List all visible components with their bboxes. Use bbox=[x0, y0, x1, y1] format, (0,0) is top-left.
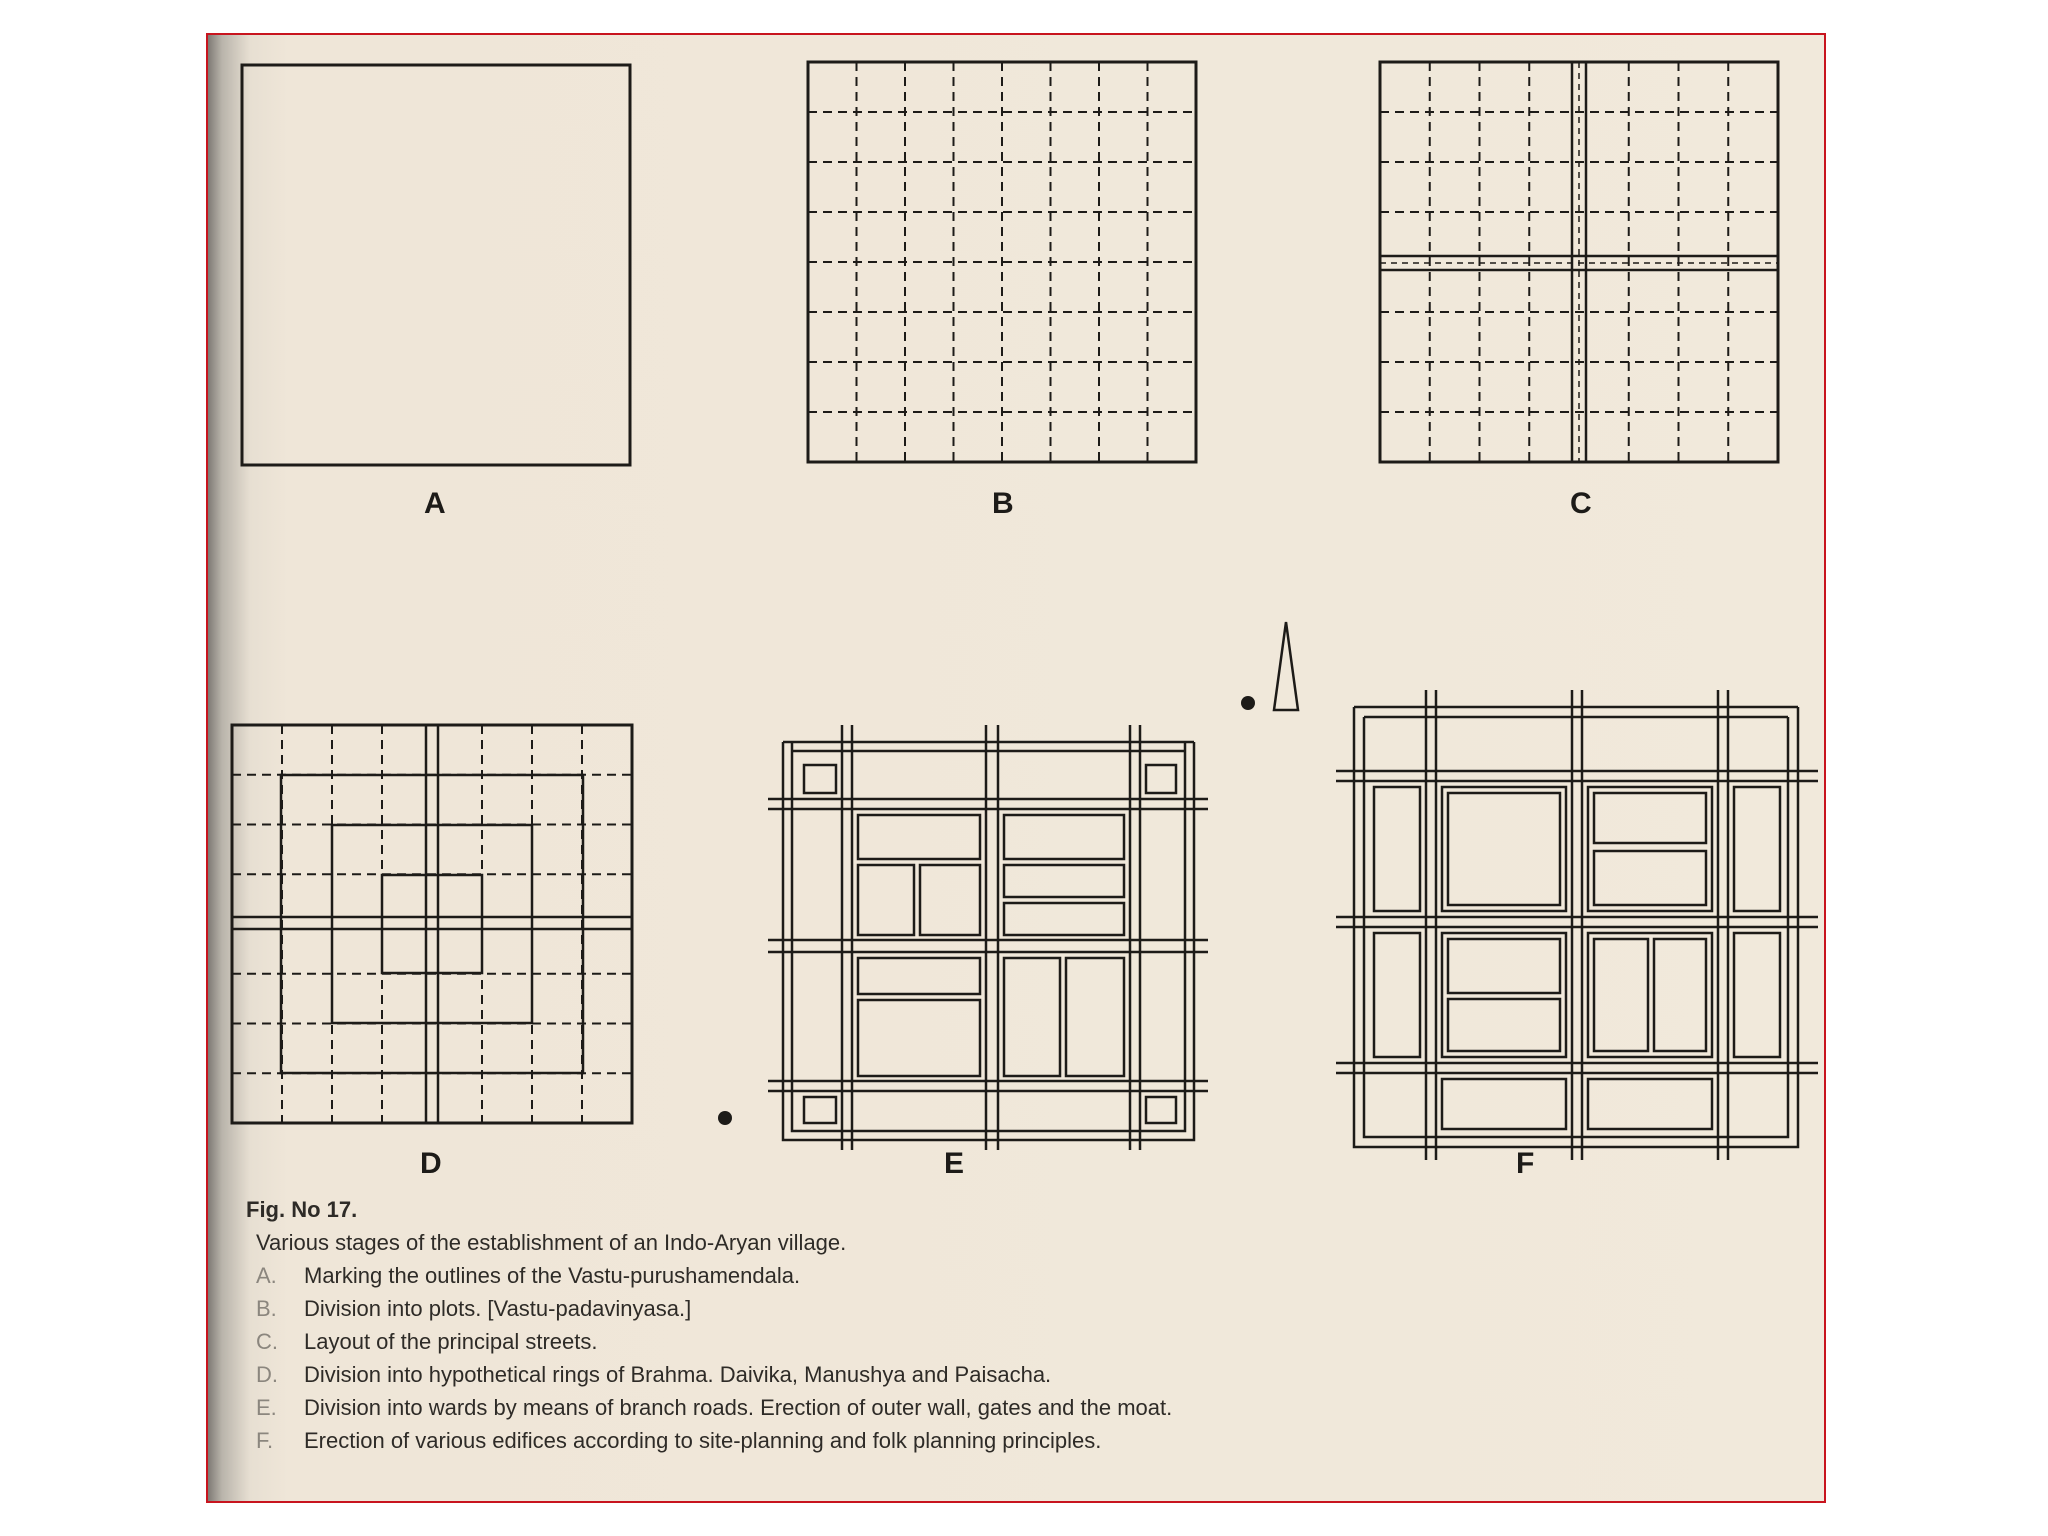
panel-label-a: A bbox=[424, 487, 446, 520]
caption-item-text: Division into plots. [Vastu-padavinyasa.] bbox=[304, 1296, 692, 1321]
caption-item-key: F. bbox=[256, 1428, 274, 1453]
panel-e-wards bbox=[768, 725, 1208, 1150]
caption-description: Various stages of the establishment of an Indo-Aryan village. bbox=[256, 1230, 847, 1255]
caption-item bbox=[216, 1424, 1776, 1457]
caption-fig-number: Fig. No 17. bbox=[246, 1197, 358, 1222]
panel-label-b: B bbox=[992, 487, 1014, 520]
figure-frame bbox=[206, 33, 1826, 1503]
panel-d-rings bbox=[232, 725, 632, 1123]
caption-item-text: Division into hypothetical rings of Brahma. Daivika, Manushya and Paisacha. bbox=[304, 1362, 1052, 1387]
figure-caption bbox=[216, 1193, 1776, 1457]
caption-item-text: Erection of various edifices according to site-planning and folk planning principles. bbox=[304, 1428, 1102, 1453]
caption-item-key: A. bbox=[256, 1263, 277, 1288]
panel-label-e: E bbox=[944, 1147, 965, 1180]
panel-a-square bbox=[242, 65, 630, 465]
caption-item-text: Division into wards by means of branch roads. Erection of outer wall, gates and the moat. bbox=[304, 1395, 1173, 1420]
panel-b-grid bbox=[808, 62, 1196, 462]
caption-item bbox=[216, 1358, 1776, 1391]
caption-item-text: Layout of the principal streets. bbox=[304, 1329, 598, 1354]
panel-label-f: F bbox=[1516, 1147, 1535, 1180]
caption-item bbox=[216, 1391, 1776, 1424]
panel-label-d: D bbox=[420, 1147, 442, 1180]
panel-label-c: C bbox=[1570, 487, 1592, 520]
panel-d-ring-lines bbox=[232, 725, 632, 1123]
caption-item-text: Marking the outlines of the Vastu-purushamendala. bbox=[304, 1263, 801, 1288]
north-arrow-icon bbox=[718, 622, 1298, 1125]
caption-item-key: B. bbox=[256, 1296, 277, 1321]
caption-item bbox=[216, 1259, 1776, 1292]
caption-item bbox=[216, 1325, 1776, 1358]
caption-item-key: D. bbox=[256, 1362, 278, 1387]
caption-item-key: C. bbox=[256, 1329, 278, 1354]
caption-item bbox=[216, 1292, 1776, 1325]
panel-f-edifices bbox=[1336, 690, 1818, 1160]
caption-item-key: E. bbox=[256, 1395, 277, 1420]
panel-c-streets bbox=[1380, 62, 1778, 462]
